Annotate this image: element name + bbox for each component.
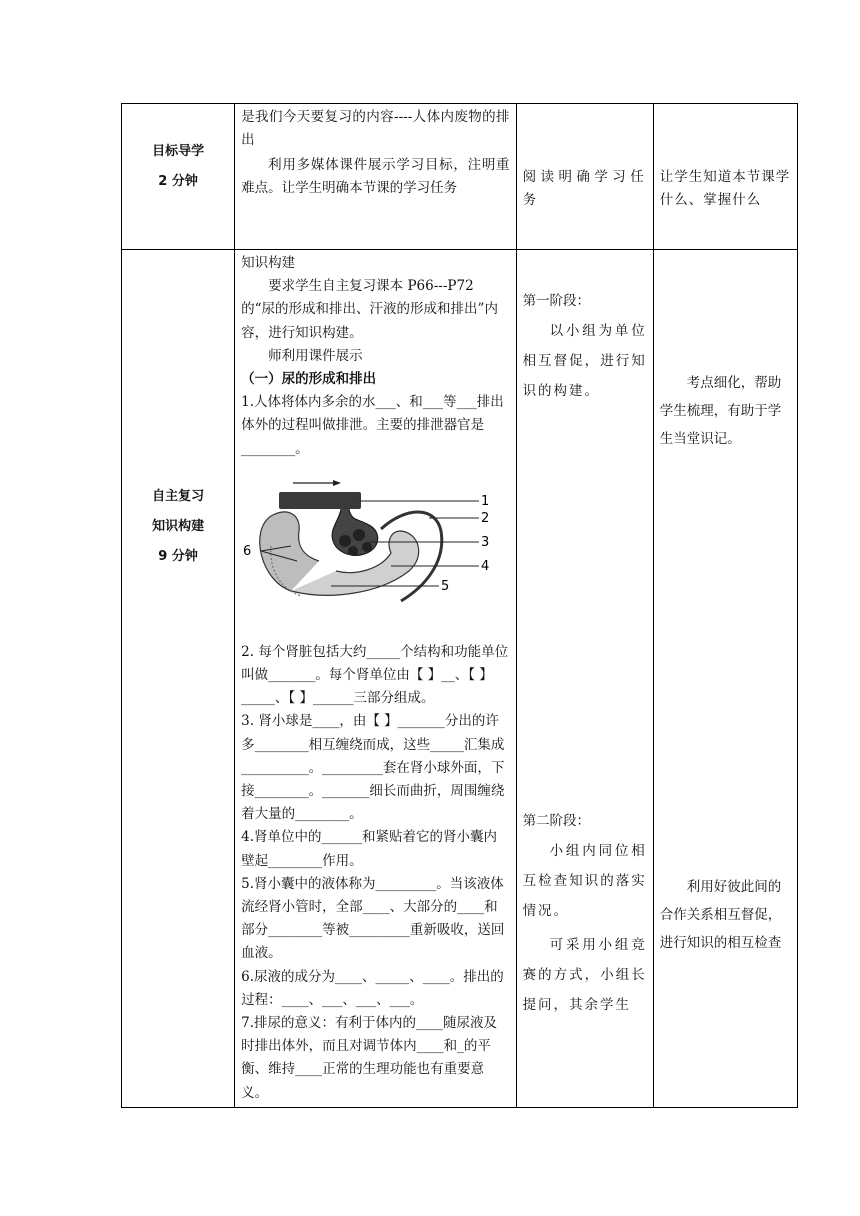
stage-cell	[122, 250, 235, 1108]
tubule-outer	[260, 512, 319, 591]
student-activity-cell	[516, 250, 653, 1108]
design-purpose-cell	[653, 250, 797, 1108]
renal-artery	[279, 492, 361, 509]
question-4: 4.肾单位中的______和紧贴着它的肾小囊内壁起________作用。	[241, 829, 498, 869]
question-7: 7.排尿的意义：有利于体内的____随尿液及时排出体外，而且对调节体内____和_的平衡、维持____正常的生理功能也有重要意义。	[241, 1015, 498, 1101]
design-purpose-text: 利用好彼此间的合作关系相互督促，进行知识的相互检查	[659, 879, 782, 951]
question-2: 2. 每个肾脏包括大约_____个结构和功能单位叫做_______。每个肾单位由【 】__、【 】_____、【 】______三部分组成。	[241, 643, 509, 707]
stage-subtitle: 知识构建	[152, 519, 205, 534]
stage-duration: 9 分钟	[158, 549, 198, 564]
content-text: 师利用课件展示	[268, 347, 363, 364]
question-3: 3. 肾小球是____，由【 】_______分出的许多________相互缠绕而成，这些_____汇集成__________。_________套在肾小球外面，下接________。_______细长而曲折，周围缠绕着大量的________。	[241, 713, 505, 823]
section-title: （一）尿的形成和排出	[241, 371, 377, 388]
stage-two-heading: 第二阶段：	[522, 813, 591, 829]
stage-title: 目标导学	[152, 144, 205, 159]
flow-arrow-head	[333, 480, 341, 486]
design-purpose-text: 让学生知道本节课学什么、掌握什么	[659, 169, 791, 208]
question-6: 6.尿液的成分为____、_____、____。排出的过程：____、___、___、___。	[241, 968, 504, 1008]
diagram-label-1: 1	[481, 493, 490, 509]
content-text: 要求学生自主复习课本 P66---P72 的“尿的形成和排出、汗液的形成和排出”内容，进行知识构建。	[241, 278, 498, 341]
table-row	[122, 104, 798, 250]
diagram-label-3: 3	[481, 534, 490, 550]
nephron-diagram	[241, 461, 509, 641]
design-purpose-cell	[653, 104, 797, 250]
content-text: 利用多媒体课件展示学习目标，注明重难点。让学生明确本节课的学习任务	[241, 157, 510, 196]
capillary-loop	[348, 546, 358, 556]
stage-one-text: 以小组为单位相互督促，进行知识的构建。	[522, 323, 647, 399]
capillary-loop	[362, 542, 372, 552]
diagram-label-6: 6	[243, 543, 252, 559]
design-purpose-text: 考点细化，帮助学生梳理，有助于学生当堂识记。	[659, 375, 782, 447]
diagram-label-2: 2	[481, 510, 490, 526]
diagram-label-4: 4	[481, 558, 490, 574]
question-5: 5.肾小囊中的液体称为_________。当该液体流经肾小管时，全部____、大部分的____和部分________等被_________重新吸收，送回血液。	[241, 875, 505, 962]
nephron-illustration	[241, 461, 509, 641]
content-heading: 知识构建	[241, 255, 296, 271]
diagram-label-5: 5	[441, 578, 450, 594]
stage-one-heading: 第一阶段：	[522, 293, 591, 309]
stage-two-text: 可采用小组竞赛的方式，小组长提问，其余学生	[522, 937, 647, 1013]
stage-duration: 2 分钟	[158, 174, 198, 189]
content-cell	[235, 250, 516, 1108]
student-activity-text: 阅读明确学习任务	[522, 169, 647, 208]
table-row	[122, 250, 798, 1108]
student-activity-cell	[516, 104, 653, 250]
stage-cell	[122, 104, 235, 250]
capillary-loop	[339, 535, 351, 547]
content-cell	[235, 104, 516, 250]
stage-two-text: 小组内同位相互检查知识的落实情况。	[522, 843, 647, 919]
capillary-loop	[353, 529, 365, 541]
content-text: 是我们今天要复习的内容----人体内废物的排出	[241, 109, 510, 148]
stage-title: 自主复习	[152, 489, 205, 504]
question-1: 1.人体将体内多余的水___、和___等___排出体外的过程叫做排泄。主要的排泄器官是________。	[241, 394, 504, 457]
lesson-plan-table	[121, 103, 798, 1108]
